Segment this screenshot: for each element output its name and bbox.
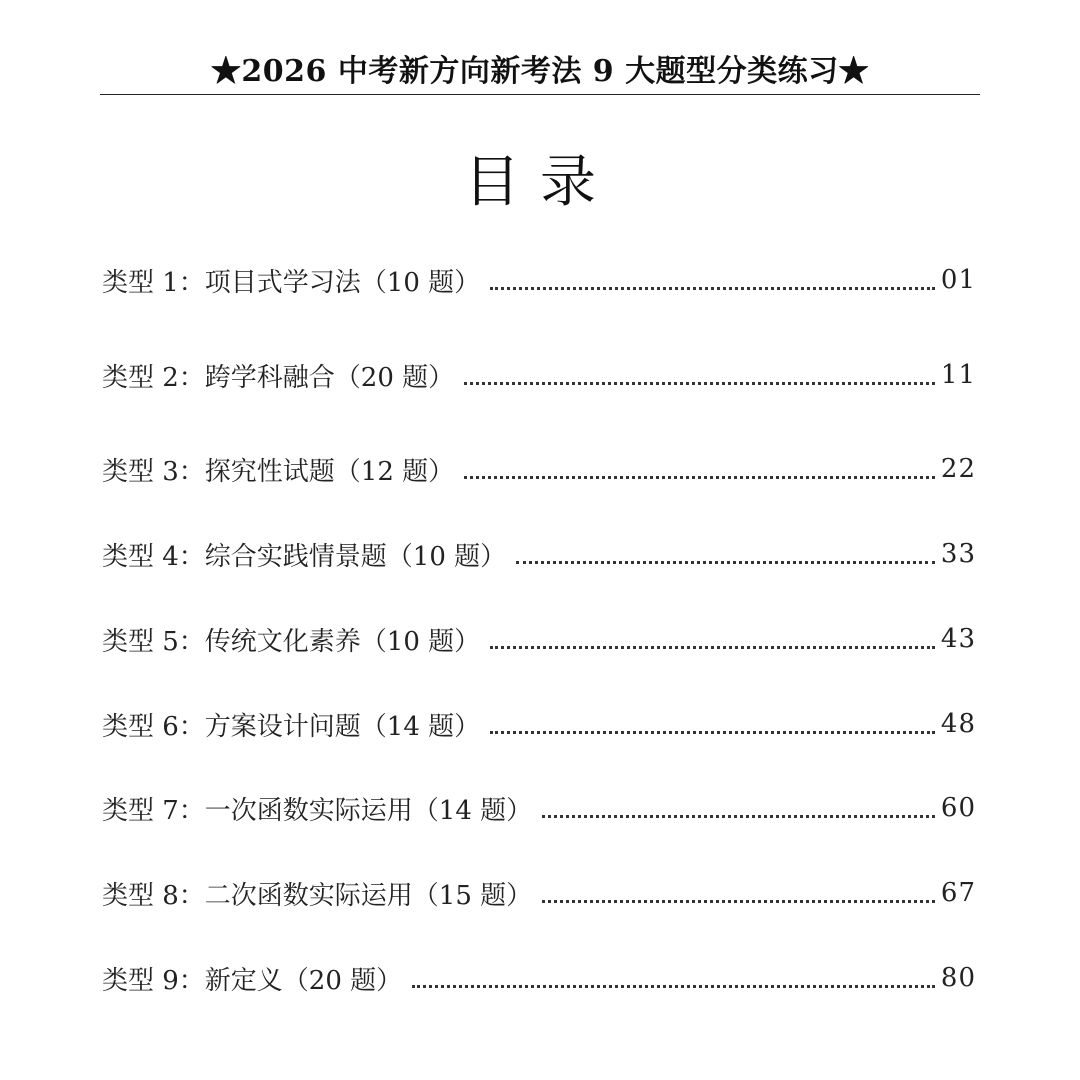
toc-leader-dots: [412, 985, 935, 988]
toc-leader-dots: [542, 815, 935, 818]
toc-entry-3[interactable]: [102, 449, 976, 489]
toc-entry-page: 48: [940, 709, 976, 739]
toc-leader-dots: [464, 476, 935, 479]
toc-leader-dots: [464, 382, 935, 385]
toc-entry-page: 60: [940, 793, 976, 823]
toc-entry-page: 11: [940, 360, 976, 390]
toc-leader-dots: [490, 731, 935, 734]
toc-entry-label: 类型 8：二次函数实际运用（15 题）: [102, 880, 533, 911]
toc-entry-7[interactable]: [102, 788, 976, 828]
toc-entry-label: 类型 6：方案设计问题（14 题）: [102, 711, 481, 742]
toc-entry-label: 类型 3：探究性试题（12 题）: [102, 456, 455, 487]
toc-entry-8[interactable]: [102, 873, 976, 913]
toc-entry-page: 33: [940, 539, 976, 569]
toc-entry-page: 67: [940, 878, 976, 908]
toc-entry-5[interactable]: [102, 619, 976, 659]
toc-entry-page: 22: [940, 454, 976, 484]
toc-entry-page: 01: [940, 265, 976, 295]
toc-entry-1[interactable]: [102, 260, 976, 300]
toc-entry-2[interactable]: [102, 355, 976, 395]
toc-entry-6[interactable]: [102, 704, 976, 744]
toc-entry-page: 43: [940, 624, 976, 654]
toc-entry-label: 类型 4：综合实践情景题（10 题）: [102, 541, 507, 572]
toc-entry-label: 类型 9：新定义（20 题）: [102, 965, 403, 996]
header-divider: [100, 94, 980, 95]
toc-leader-dots: [490, 646, 935, 649]
toc-entry-9[interactable]: [102, 958, 976, 998]
toc-entry-label: 类型 7：一次函数实际运用（14 题）: [102, 795, 533, 826]
toc-leader-dots: [490, 287, 935, 290]
toc-entry-4[interactable]: [102, 534, 976, 574]
header-title: ★2026 中考新方向新考法 9 大题型分类练习★: [210, 54, 870, 89]
toc-leader-dots: [516, 561, 935, 564]
toc-entry-page: 80: [940, 963, 976, 993]
toc-entry-label: 类型 1：项目式学习法（10 题）: [102, 267, 481, 298]
toc-entry-label: 类型 5：传统文化素养（10 题）: [102, 626, 481, 657]
toc-title: 目录: [464, 150, 616, 215]
toc-leader-dots: [542, 900, 935, 903]
toc-entry-label: 类型 2：跨学科融合（20 题）: [102, 362, 455, 393]
